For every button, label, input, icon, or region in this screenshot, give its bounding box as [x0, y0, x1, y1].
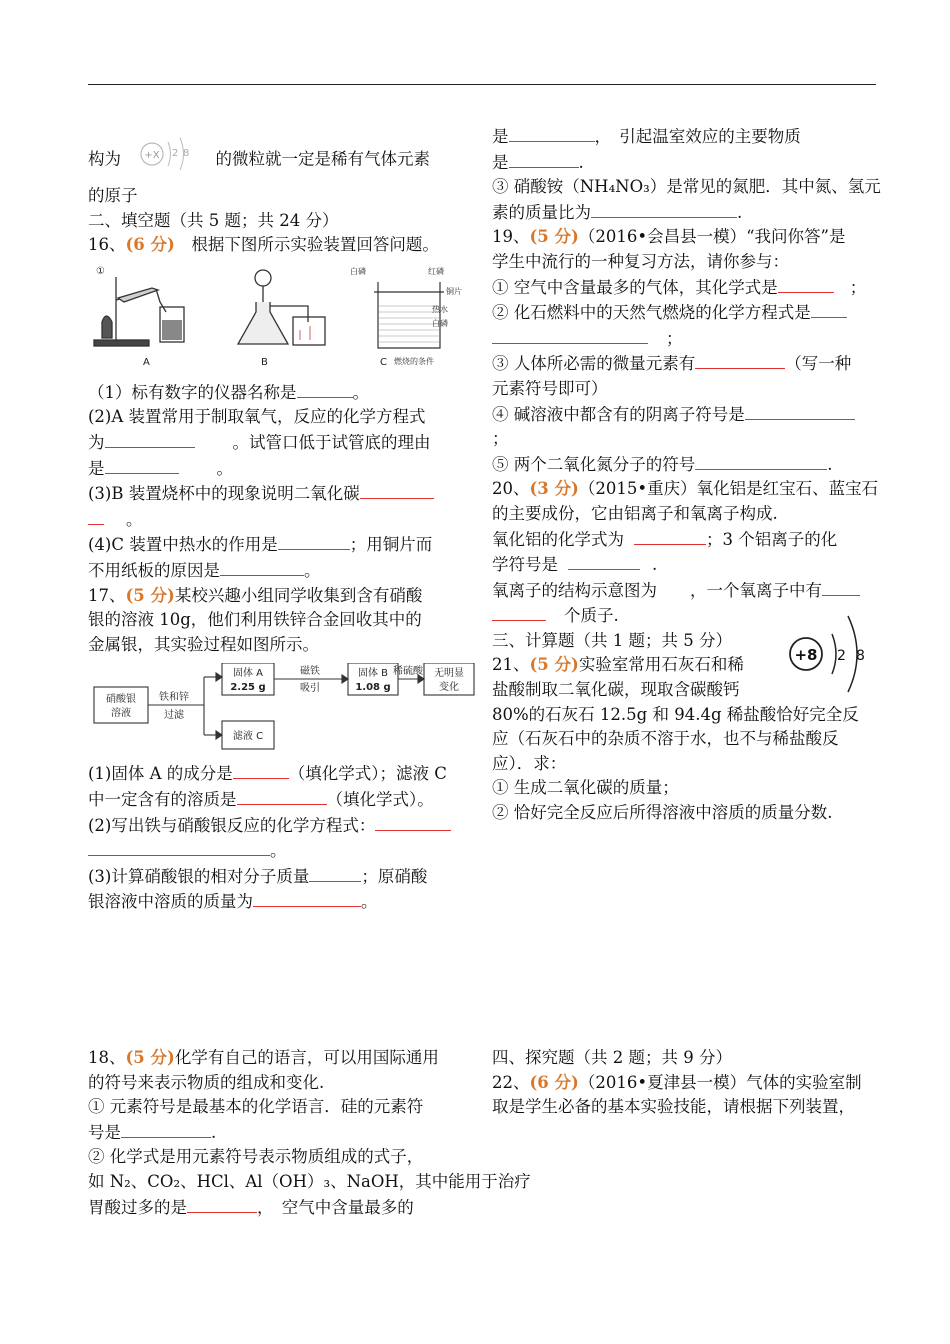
section-heading-calc: 三、计算题（共 1 题；共 5 分）	[492, 630, 732, 650]
left-column-bottom	[88, 1046, 531, 1220]
text-line: ① 元素符号是最基本的化学语言．硅的元素符	[88, 1097, 424, 1117]
svg-text:稀硫酸: 稀硫酸	[393, 666, 423, 678]
answer-blank[interactable]	[233, 761, 289, 779]
r-line1: 是 ， 引起温室效应的主要物质	[492, 124, 892, 150]
answer-blank[interactable]	[811, 300, 847, 318]
answer-blank[interactable]	[253, 889, 361, 907]
answer-blank[interactable]	[88, 507, 104, 525]
oxygen-ion-structure-diagram	[786, 610, 886, 694]
line-atom-structure	[88, 140, 480, 180]
answer-blank[interactable]	[492, 603, 546, 621]
q19-header: 19、(5 分)（2016•会昌县一模）“我问你答”是	[492, 227, 846, 247]
q22-header: 22、(6 分)（2016•夏津县一模）气体的实验室制	[492, 1072, 862, 1092]
answer-blank[interactable]	[360, 481, 434, 499]
svg-text:红磷: 红磷	[428, 266, 444, 276]
svg-text:滤液 C: 滤液 C	[232, 731, 264, 743]
answer-blank[interactable]	[492, 326, 648, 344]
svg-text:8: 8	[183, 148, 190, 159]
svg-text:A: A	[143, 356, 150, 368]
q17-1: (1)固体 A 的成分是 （填化学式）；滤液 C	[88, 761, 480, 787]
svg-text:变化: 变化	[439, 682, 459, 694]
svg-text:①: ①	[96, 265, 105, 277]
svg-text:2.25 g: 2.25 g	[230, 682, 266, 694]
svg-text:固体 A: 固体 A	[232, 668, 264, 680]
answer-blank[interactable]	[695, 351, 785, 369]
q17-header: 17、(5 分)某校兴趣小组同学收集到含有硝酸	[88, 585, 423, 605]
text: 的微粒就一定是稀有气体元素	[215, 149, 430, 169]
q16-4: (4)C 装置中热水的作用是 ；用铜片而	[88, 532, 480, 558]
answer-blank[interactable]	[220, 558, 304, 576]
text-line: 的符号来表示物质的组成和变化.	[88, 1072, 325, 1092]
score-badge: (5 分)	[529, 227, 579, 247]
header-rule	[88, 84, 876, 85]
answer-blank[interactable]	[187, 1195, 257, 1213]
right-column-bottom	[492, 1046, 892, 1120]
svg-text:铜片: 铜片	[446, 286, 462, 296]
svg-text:吸引: 吸引	[300, 683, 320, 695]
text-line: 的主要成份，它由铝离子和氧离子构成.	[492, 503, 778, 523]
q18-2: 号是 .	[88, 1120, 480, 1146]
text-line: ② 恰好完全反应后所得溶液中溶质的质量分数.	[492, 803, 833, 823]
q19-1: ① 空气中含量最多的气体，其化学式是 ；	[492, 275, 892, 301]
atom-nucleus-text: +X	[144, 150, 160, 161]
answer-blank[interactable]	[278, 532, 350, 550]
section-heading-explore: 四、探究题（共 2 题；共 9 分）	[492, 1048, 732, 1067]
svg-text:固体 B: 固体 B	[357, 668, 389, 680]
apparatus-c	[350, 266, 462, 368]
answer-blank[interactable]	[297, 380, 353, 398]
text-line: 取是学生必备的基本实验技能，请根据下列装置，	[492, 1097, 855, 1117]
q17-2: (2)写出铁与硝酸银反应的化学方程式：	[88, 813, 480, 839]
svg-text:白磷: 白磷	[432, 318, 448, 328]
score-badge: (6 分)	[529, 1072, 579, 1092]
answer-blank[interactable]	[88, 838, 270, 856]
score-badge: (3 分)	[529, 479, 579, 499]
text-line: (2)A 装置常用于制取氧气，反应的化学方程式	[88, 407, 426, 427]
q17-3-cont: 银溶液中溶质的质量为 。	[88, 889, 480, 915]
score-badge: (5 分)	[125, 585, 175, 605]
text-line: ；	[492, 429, 509, 449]
svg-text:B: B	[261, 356, 268, 368]
text-line: 盐酸制取二氧化碳，现取含碳酸钙	[492, 680, 740, 700]
answer-blank[interactable]	[568, 552, 640, 570]
text-line: 如 N₂、CO₂、HCl、Al（OH）₃、NaOH，其中能用于治疗	[88, 1171, 531, 1191]
q21-header: 21、(5 分)实验室常用石灰石和稀	[492, 655, 744, 675]
answer-blank[interactable]	[105, 456, 179, 474]
q16-3-cont: 。	[88, 507, 480, 533]
q18-header: 18、(5 分)化学有自己的语言，可以用国际通用	[88, 1048, 439, 1067]
apparatus-a	[94, 266, 184, 368]
answer-blank[interactable]	[695, 452, 827, 470]
svg-text:白磷: 白磷	[350, 266, 366, 276]
text-line: 应）．求：	[492, 753, 567, 773]
svg-text:铁和锌: 铁和锌	[159, 692, 189, 704]
score-badge: (5 分)	[125, 1048, 175, 1067]
q16-apparatus-figure	[88, 262, 480, 374]
q19-2-cont: ；	[492, 326, 892, 352]
apparatus-b	[238, 270, 325, 368]
answer-blank[interactable]	[778, 275, 834, 293]
answer-blank[interactable]	[509, 150, 579, 168]
svg-text:1.08 g: 1.08 g	[355, 682, 391, 694]
right-column-top	[492, 124, 892, 826]
q20-header: 20、(3 分)（2015•重庆）氧化铝是红宝石、蓝宝石	[492, 479, 879, 499]
answer-blank[interactable]	[509, 124, 595, 142]
answer-blank[interactable]	[121, 1120, 211, 1138]
r-line2: 是 .	[492, 150, 892, 176]
q17-flowchart	[88, 663, 480, 753]
answer-blank[interactable]	[105, 430, 195, 448]
svg-text:+8: +8	[794, 646, 818, 664]
text-line: ② 化学式是用元素符号表示物质组成的式子，	[88, 1147, 424, 1167]
q16-2-line: 为 。试管口低于试管底的理由	[88, 430, 480, 456]
q17-3: (3)计算硝酸银的相对分子质量 ；原硝酸	[88, 864, 480, 890]
small-atom-diagram	[132, 134, 204, 174]
text: 构为	[88, 149, 121, 169]
q16-2-reason: 是 。	[88, 456, 480, 482]
text-line: 银的溶液 10g，他们利用铁锌合金回收其中的	[88, 610, 422, 630]
svg-text:燃烧的条件: 燃烧的条件	[394, 356, 434, 366]
text-line: 元素符号即可）	[492, 378, 608, 398]
answer-blank[interactable]	[591, 200, 737, 218]
answer-blank[interactable]	[822, 578, 860, 596]
svg-text:硝酸银: 硝酸银	[106, 694, 136, 706]
svg-text:热水: 热水	[432, 304, 448, 314]
left-column-top	[88, 140, 480, 915]
text-line: 应（石灰石中的杂质不溶于水，也不与稀盐酸反	[492, 729, 839, 749]
answer-blank[interactable]	[237, 787, 327, 805]
q16-header: 16、(6 分) 根据下图所示实验装置回答问题。	[88, 235, 439, 255]
q19-2: ② 化石燃料中的天然气燃烧的化学方程式是	[492, 300, 892, 326]
q20-c: 氧化铝的化学式为 ；3 个铝离子的化	[492, 527, 892, 553]
text-line: 学生中流行的一种复习方法，请你参与：	[492, 251, 789, 271]
q16-3: (3)B 装置烧杯中的现象说明二氧化碳	[88, 481, 480, 507]
text-line: ① 生成二氧化碳的质量；	[492, 778, 679, 798]
svg-text:溶液: 溶液	[111, 708, 131, 720]
q16-1: （1）标有数字的仪器名称是 。	[88, 380, 480, 406]
answer-blank[interactable]	[634, 527, 706, 545]
svg-text:8: 8	[856, 648, 865, 664]
q17-1-cont: 中一定含有的溶质是 （填化学式）。	[88, 787, 480, 813]
answer-blank[interactable]	[375, 813, 451, 831]
svg-text:磁铁: 磁铁	[300, 666, 320, 678]
answer-blank[interactable]	[745, 402, 855, 420]
text-line: ③ 硝酸铵（NH₄NO₃）是常见的氮肥．其中氮、氢元	[492, 177, 881, 197]
q16-4-cont: 不用纸板的原因是 。	[88, 558, 480, 584]
q20-e: 学符号是 .	[492, 552, 892, 578]
answer-blank[interactable]	[309, 864, 361, 882]
r-line4: 素的质量比为 .	[492, 200, 892, 226]
q18-5: 胃酸过多的是 ， 空气中含量最多的	[88, 1195, 480, 1221]
q19-5: ⑤ 两个二氧化氮分子的符号 .	[492, 452, 892, 478]
text-line: 金属银，其实验过程如图所示。	[88, 634, 319, 654]
q20-g: 氧离子的结构示意图为 ，一个氧离子中有	[492, 578, 892, 604]
text-line: 80%的石灰石 12.5g 和 94.4g 稀盐酸恰好完全反	[492, 704, 859, 724]
score-badge: (6 分)	[125, 235, 175, 255]
q19-4: ④ 碱溶液中都含有的阴离子符号是	[492, 402, 892, 428]
svg-text:2: 2	[837, 648, 846, 664]
q20-h: 个质子.	[492, 603, 892, 629]
section-heading-fill: 二、填空题（共 5 题；共 24 分）	[88, 210, 339, 230]
score-badge: (5 分)	[529, 655, 579, 675]
q19-3: ③ 人体所必需的微量元素有 （写一种	[492, 351, 892, 377]
svg-text:过滤: 过滤	[164, 710, 184, 722]
svg-text:C: C	[380, 356, 387, 368]
svg-text:无明显: 无明显	[434, 668, 464, 680]
svg-text:2: 2	[172, 148, 179, 159]
q17-2-cont: 。	[88, 838, 480, 864]
text-line: 的原子	[88, 186, 138, 205]
